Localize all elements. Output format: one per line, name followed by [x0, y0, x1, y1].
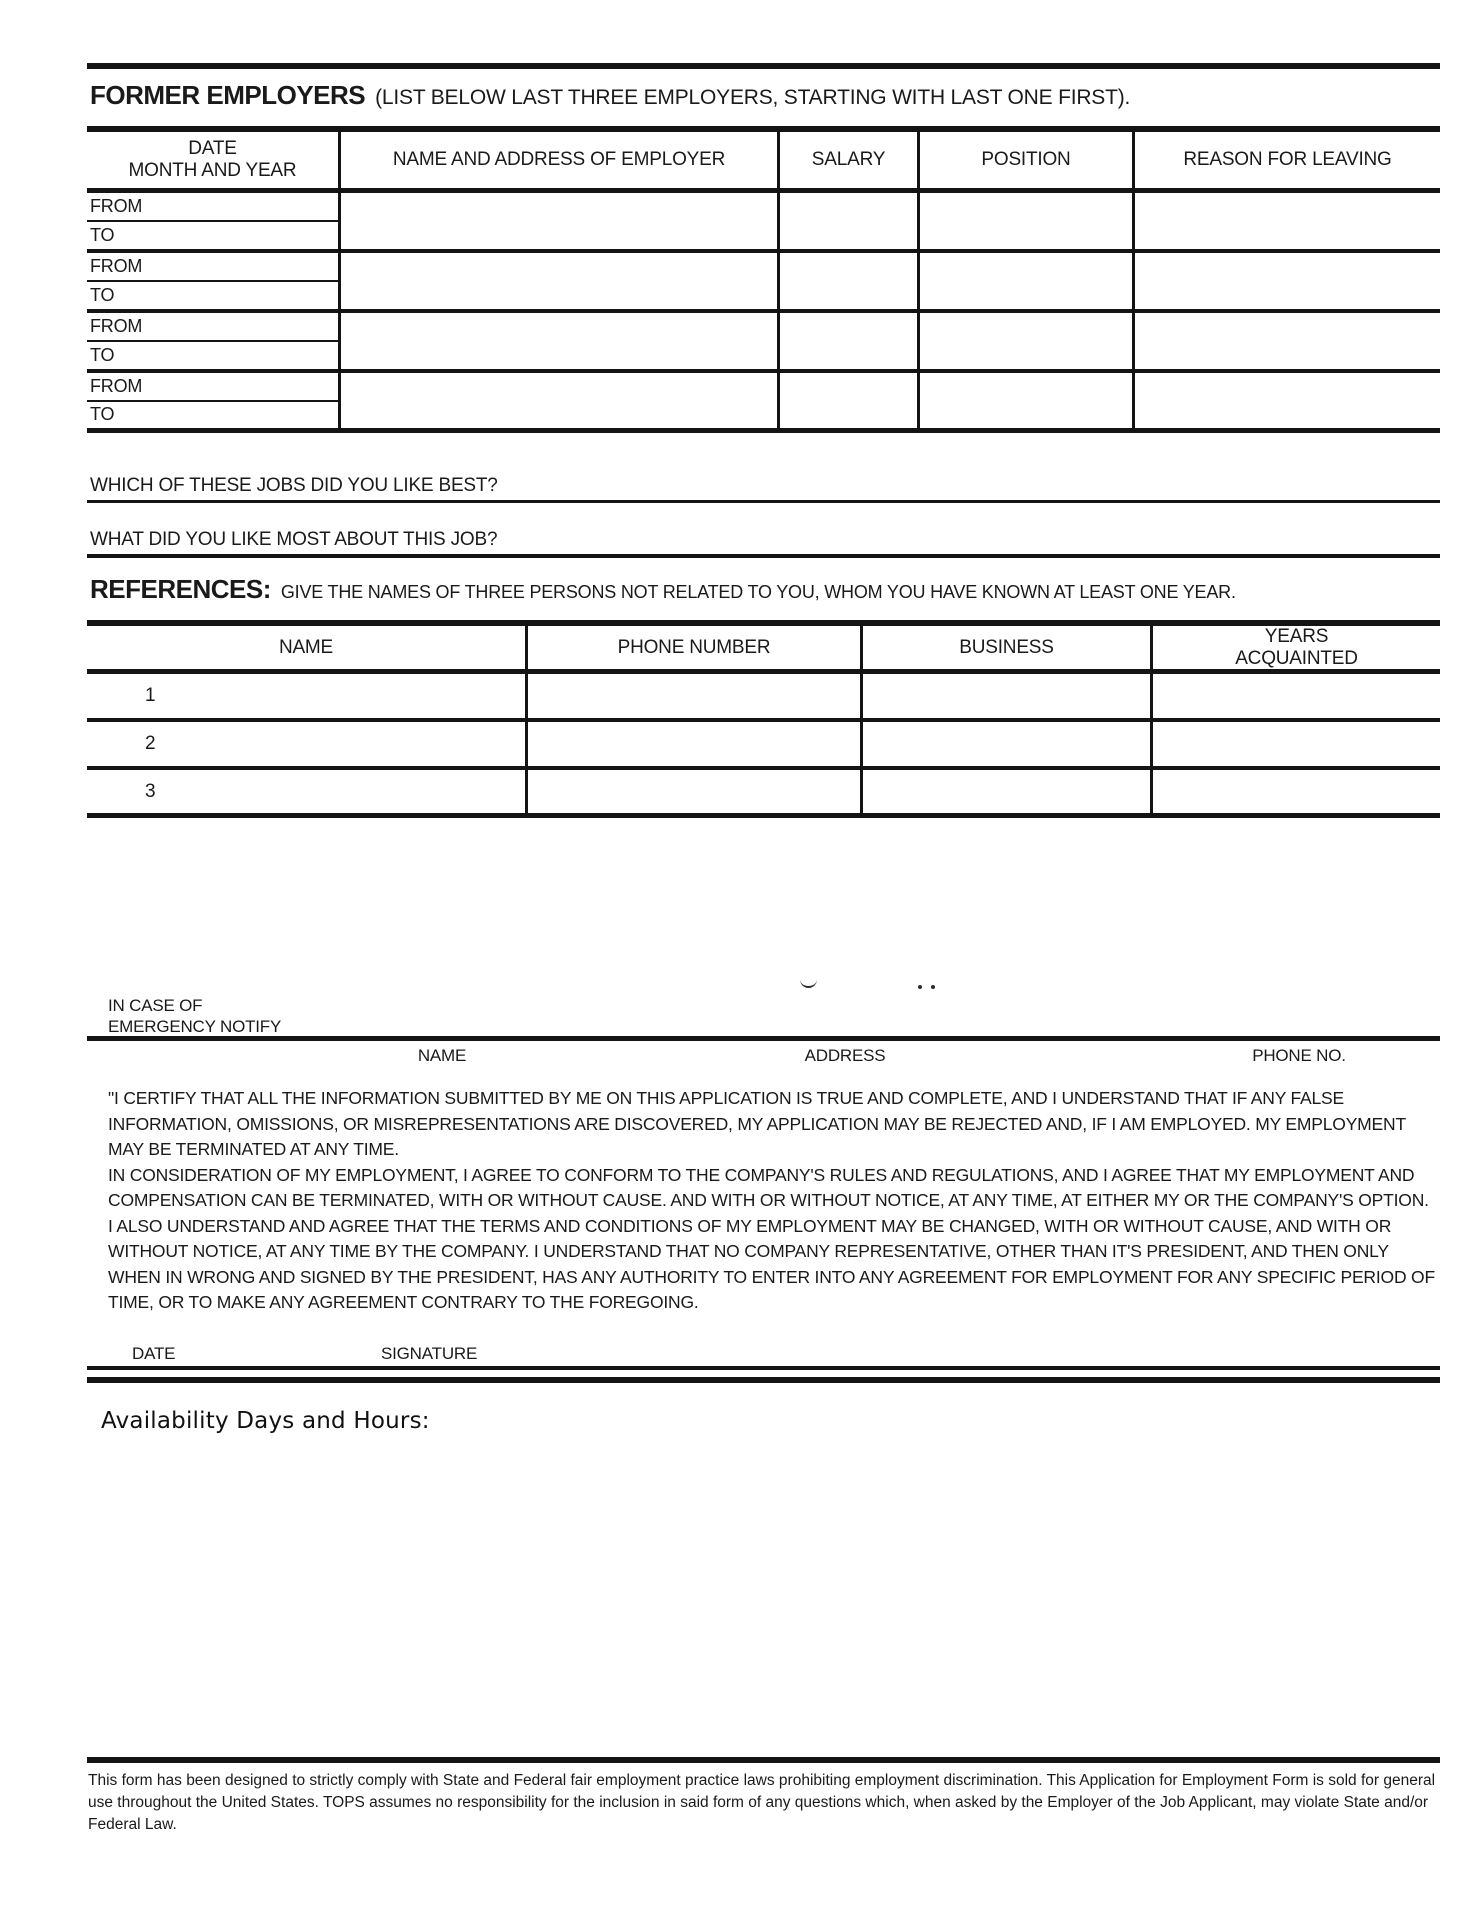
emergency-phone-label: PHONE NO.	[1252, 1046, 1346, 1065]
reason-field[interactable]	[1132, 373, 1440, 428]
employer-name-address-field[interactable]	[338, 253, 777, 309]
references-table	[87, 620, 1440, 818]
question-liked-best-label: WHICH OF THESE JOBS DID YOU LIKE BEST?	[90, 475, 498, 496]
reference-number: 3	[145, 780, 156, 802]
reference-name-field[interactable]	[87, 770, 525, 813]
availability-label: Availability Days and Hours:	[101, 1408, 430, 1434]
employers-header-row	[87, 132, 1440, 193]
emergency-address-label: ADDRESS	[804, 1046, 886, 1065]
position-field[interactable]	[917, 373, 1132, 428]
reference-phone-field[interactable]	[525, 722, 860, 766]
certification-statement	[108, 1086, 1438, 1316]
reference-years-field[interactable]	[1150, 770, 1440, 813]
former-employers-subtitle: (LIST BELOW LAST THREE EMPLOYERS, STARTING WITH LAST ONE FIRST).	[375, 86, 1131, 109]
emergency-notify-label	[108, 995, 281, 1037]
reference-row-3	[87, 770, 1440, 818]
reference-number: 1	[145, 685, 156, 706]
to-field[interactable]	[87, 342, 338, 369]
to-field[interactable]	[87, 402, 338, 429]
from-field[interactable]	[87, 253, 338, 282]
header-ref-years-line2: ACQUAINTED	[1235, 647, 1358, 669]
top-double-rule	[87, 63, 1440, 69]
from-field[interactable]	[87, 193, 338, 222]
question-liked-most-line[interactable]	[87, 524, 1440, 558]
footer-double-rule	[87, 1757, 1440, 1763]
employer-name-address-field[interactable]	[338, 193, 777, 249]
position-field[interactable]	[917, 313, 1132, 369]
footer-legal-text: This form has been designed to strictly comply with State and Federal fair employment practice laws prohibiting employment discrimination. This Application for Employment Form is sold for general use throughout the United States. TOPS assumes no responsibility for the inclusion in said form of any questions which, when asked by the Employer of the Job Applicant, may violate State and/or Federal Law.	[88, 1772, 1436, 1833]
references-heading	[90, 574, 1236, 605]
certification-paragraph-2: IN CONSIDERATION OF MY EMPLOYMENT, I AGREE TO CONFORM TO THE COMPANY'S RULES AND REGULATIONS, AND I AGREE THAT MY EMPLOYMENT AND COMPENSATION CAN BE TERMINATED, WITH OR WITHOUT CAUSE. AND WITH OR WITHOUT NOTICE, AT ANY TIME, AT EITHER MY OR THE COMPANY'S OPTION. I ALSO UNDERSTAND AND AGREE THAT THE TERMS AND CONDITIONS OF MY EMPLOYMENT MAY BE CHANGED, WITH OR WITHOUT CAUSE, AND WITH OR WITHOUT NOTICE, AT ANY TIME BY THE COMPANY. I UNDERSTAND THAT NO COMPANY REPRESENTATIVE, OTHER THAN IT'S PRESIDENT, AND THEN ONLY WHEN IN WRONG AND SIGNED BY THE PRESIDENT, HAS ANY AUTHORITY TO ENTER INTO ANY AGREEMENT FOR EMPLOYMENT FOR ANY SPECIFIC PERIOD OF TIME, OR TO MAKE ANY AGREEMENT CONTRARY TO THE FOREGOING.	[108, 1164, 1435, 1312]
header-ref-phone: PHONE NUMBER	[525, 626, 860, 669]
reference-business-field[interactable]	[860, 674, 1150, 718]
former-employers-heading	[90, 80, 1130, 111]
reason-field[interactable]	[1132, 193, 1440, 249]
references-header-row	[87, 626, 1440, 674]
header-date	[87, 132, 338, 188]
reference-business-field[interactable]	[860, 770, 1150, 813]
reason-field[interactable]	[1132, 313, 1440, 369]
header-date-line1: DATE	[188, 138, 237, 159]
signature-row	[0, 1344, 1484, 1366]
header-salary: SALARY	[777, 132, 917, 188]
signature-fill-line[interactable]	[87, 1366, 1440, 1370]
from-label: FROM	[90, 256, 143, 276]
reference-phone-field[interactable]	[525, 674, 860, 718]
employer-name-address-field[interactable]	[338, 313, 777, 369]
to-field[interactable]	[87, 282, 338, 309]
header-ref-years-line1: YEARS	[1264, 625, 1329, 647]
salary-field[interactable]	[777, 253, 917, 309]
certification-paragraph-1: "I CERTIFY THAT ALL THE INFORMATION SUBMITTED BY ME ON THIS APPLICATION IS TRUE AND COMPLETE, AND I UNDERSTAND THAT IF ANY FALSE INFORMATION, OMISSIONS, OR MISREPRESENTATIONS ARE DISCOVERED, MY APPLICATION MAY BE REJECTED AND, IF I AM EMPLOYED. MY EMPLOYMENT MAY BE TERMINATED AT ANY TIME.	[108, 1088, 1406, 1159]
reference-row-2	[87, 722, 1440, 770]
signature-label: SIGNATURE	[381, 1344, 478, 1363]
reference-phone-field[interactable]	[525, 770, 860, 813]
employer-row-2	[87, 253, 1440, 313]
reason-field[interactable]	[1132, 253, 1440, 309]
emergency-label-line1: IN CASE OF	[108, 996, 203, 1015]
employer-row-4	[87, 373, 1440, 433]
reference-number: 2	[145, 733, 156, 754]
date-label: DATE	[132, 1344, 176, 1363]
header-reason: REASON FOR LEAVING	[1132, 132, 1440, 188]
from-field[interactable]	[87, 373, 338, 402]
header-date-line2: MONTH AND YEAR	[128, 160, 297, 181]
salary-field[interactable]	[777, 373, 917, 428]
header-ref-business: BUSINESS	[860, 626, 1150, 669]
reference-business-field[interactable]	[860, 722, 1150, 766]
date-cell	[87, 193, 338, 249]
emergency-name-label: NAME	[417, 1046, 467, 1065]
reference-name-field[interactable]	[87, 674, 525, 718]
date-cell	[87, 253, 338, 309]
question-liked-most-label: WHAT DID YOU LIKE MOST ABOUT THIS JOB?	[90, 529, 498, 550]
employer-row-3	[87, 313, 1440, 373]
to-field[interactable]	[87, 222, 338, 249]
stray-scan-mark-dot	[931, 985, 935, 989]
date-cell	[87, 373, 338, 428]
emergency-field-labels	[0, 1046, 1484, 1068]
employer-name-address-field[interactable]	[338, 373, 777, 428]
stray-scan-mark-curve	[800, 979, 817, 988]
employer-row-1	[87, 193, 1440, 253]
header-ref-name: NAME	[278, 636, 334, 658]
to-label: TO	[90, 345, 115, 365]
from-field[interactable]	[87, 313, 338, 342]
reference-row-1	[87, 674, 1440, 722]
stray-scan-mark-dot	[918, 985, 922, 989]
former-employers-title: FORMER EMPLOYERS	[90, 80, 366, 110]
emergency-label-line2: EMERGENCY NOTIFY	[108, 1017, 282, 1036]
to-label: TO	[90, 285, 115, 305]
to-label: TO	[90, 404, 115, 425]
from-label: FROM	[90, 316, 143, 336]
header-ref-years	[1150, 626, 1440, 669]
reference-years-field[interactable]	[1150, 674, 1440, 718]
former-employers-table	[87, 126, 1440, 433]
question-liked-best-line[interactable]	[87, 470, 1440, 503]
salary-field[interactable]	[777, 313, 917, 369]
date-cell	[87, 313, 338, 369]
section-end-double-rule	[87, 1377, 1440, 1383]
reference-years-field[interactable]	[1150, 722, 1440, 766]
from-label: FROM	[90, 196, 143, 216]
from-label: FROM	[90, 375, 143, 396]
header-employer: NAME AND ADDRESS OF EMPLOYER	[338, 132, 777, 188]
emergency-fill-line[interactable]	[87, 1036, 1440, 1041]
references-subtitle: GIVE THE NAMES OF THREE PERSONS NOT RELATED TO YOU, WHOM YOU HAVE KNOWN AT LEAST ONE YEAR.	[280, 582, 1236, 602]
to-label: TO	[90, 225, 115, 245]
position-field[interactable]	[917, 193, 1132, 249]
header-position: POSITION	[917, 132, 1132, 188]
salary-field[interactable]	[777, 193, 917, 249]
references-title: REFERENCES:	[90, 574, 271, 604]
reference-name-field[interactable]	[87, 722, 525, 766]
position-field[interactable]	[917, 253, 1132, 309]
